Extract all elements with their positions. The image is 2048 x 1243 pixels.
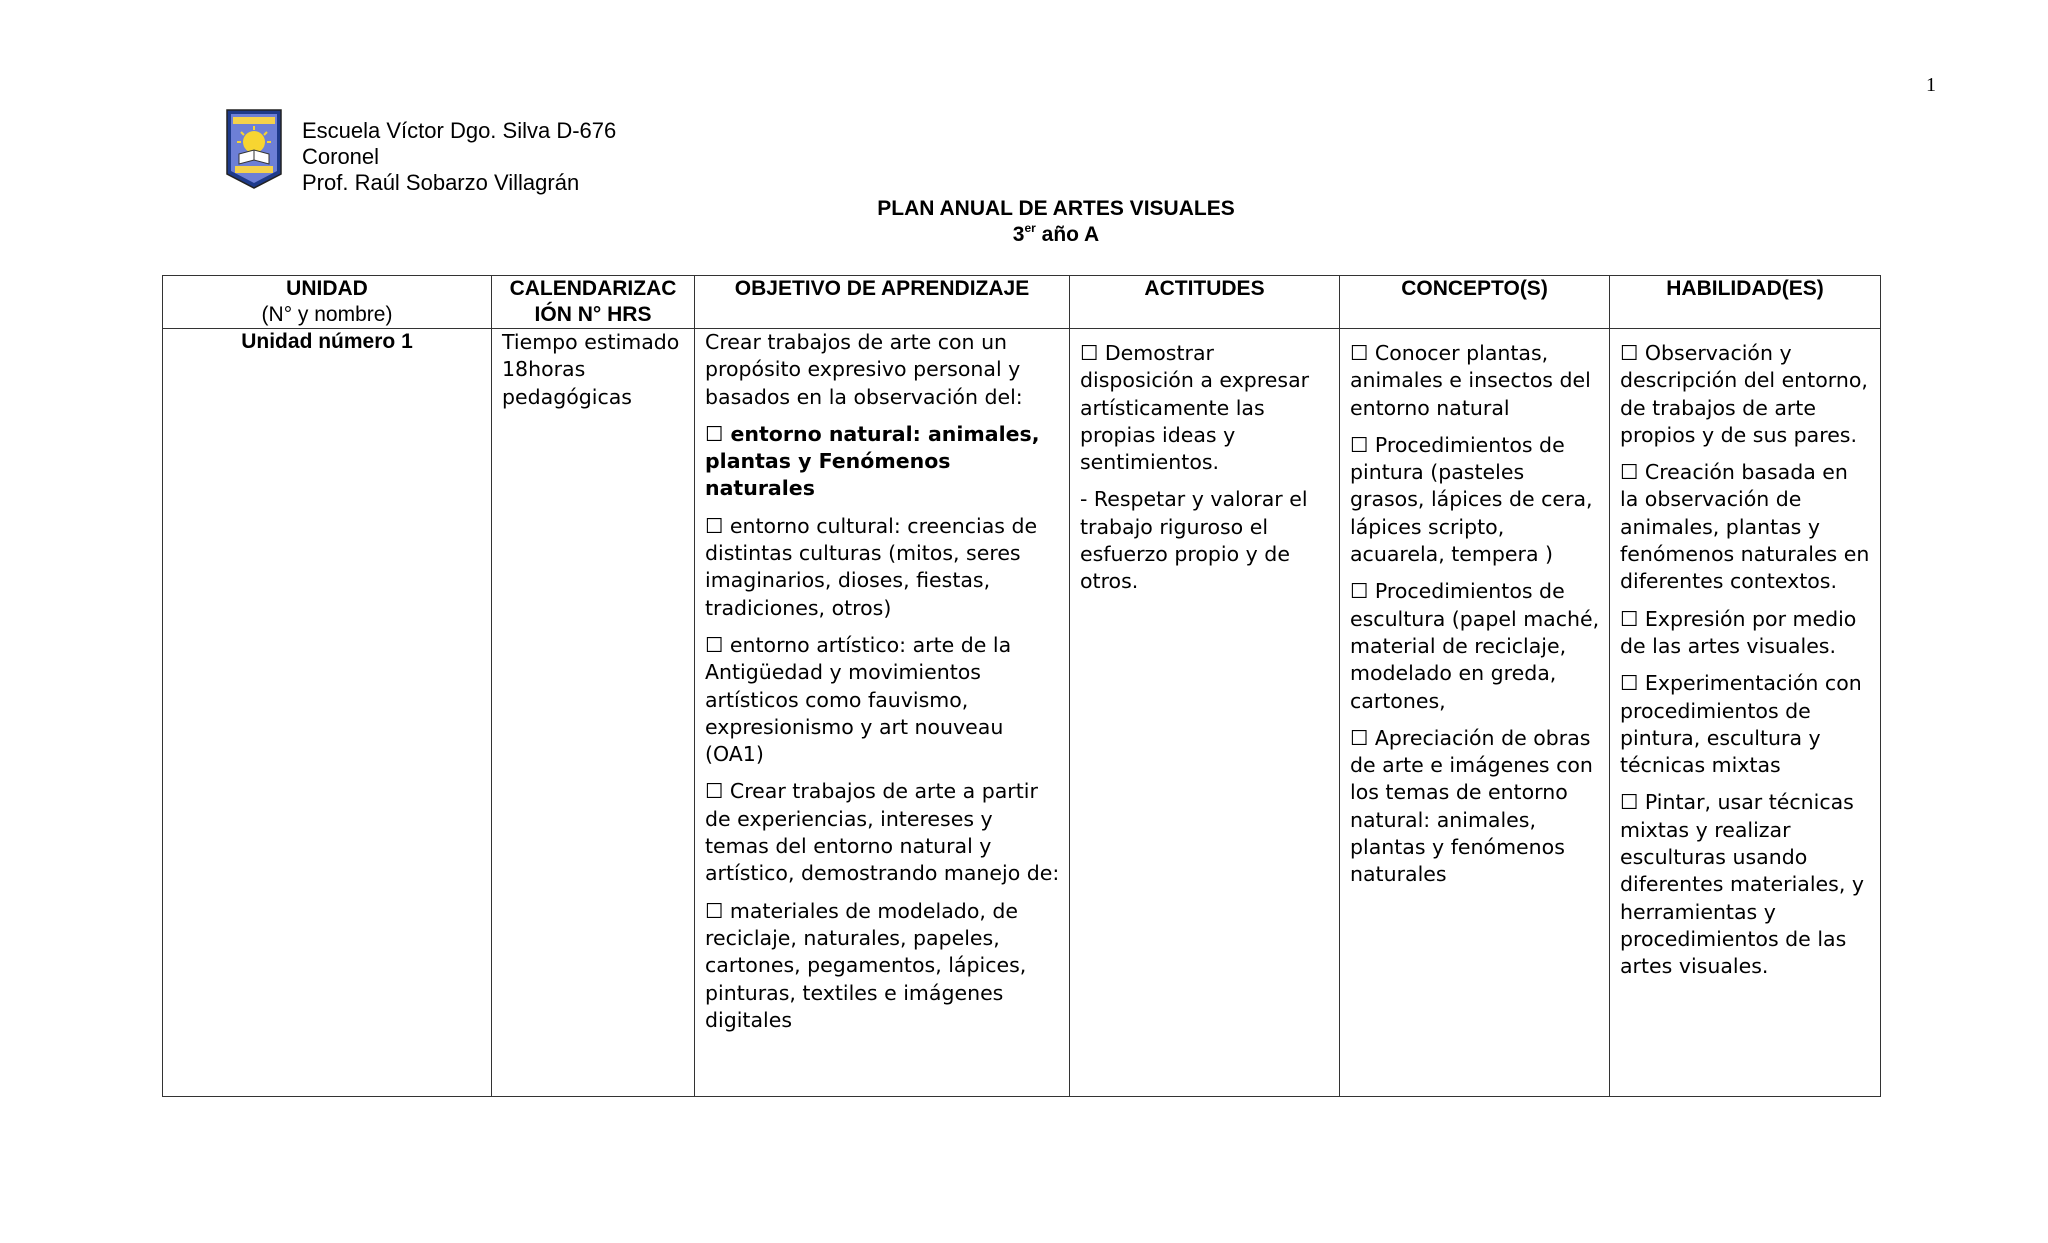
objective-item: ☐ entorno natural: animales, plantas y Fenómenos naturales bbox=[705, 421, 1040, 501]
attitude-item: - Respetar y valorar el trabajo riguroso el esfuerzo propio y de otros. bbox=[1080, 487, 1308, 594]
header-unit bbox=[163, 276, 492, 329]
skill-item: ☐ Experimentación con procedimientos de pintura, escultura y técnicas mixtas bbox=[1620, 671, 1862, 778]
skill-item: ☐ Creación basada en la observación de animales, plantas y fenómenos naturales en diferentes contextos. bbox=[1620, 460, 1870, 594]
document-subtitle bbox=[0, 222, 2048, 248]
skill-item: ☐ Pintar, usar técnicas mixtas y realizar esculturas usando diferentes materiales, y herramientas y procedimientos de las artes visuales. bbox=[1620, 790, 1864, 979]
table-header-row bbox=[163, 276, 1881, 329]
grade-section: año A bbox=[1035, 223, 1100, 246]
objective-item: Crear trabajos de arte con un propósito expresivo personal y basados en la observación del: bbox=[705, 330, 1023, 409]
document-title: PLAN ANUAL DE ARTES VISUALES bbox=[877, 197, 1235, 220]
teacher-name: Prof. Raúl Sobarzo Villagrán bbox=[302, 170, 580, 195]
unit-cell: Unidad número 1 bbox=[163, 329, 492, 1097]
objective-cell bbox=[695, 329, 1070, 1097]
header-calendar-line1: CALENDARIZAC bbox=[509, 277, 677, 300]
header-concepts: CONCEPTO(S) bbox=[1340, 276, 1610, 329]
skill-item: ☐ Observación y descripción del entorno, de trabajos de arte propios y de sus pares. bbox=[1620, 341, 1868, 447]
attitudes-cell bbox=[1070, 329, 1340, 1097]
page-number: 1 bbox=[1926, 74, 1936, 96]
school-crest-logo bbox=[225, 108, 283, 190]
concept-item: ☐ Conocer plantas, animales e insectos del entorno natural bbox=[1350, 341, 1591, 420]
grade-ordinal: er bbox=[1024, 221, 1036, 235]
objective-item: ☐ entorno artístico: arte de la Antigüedad y movimientos artísticos como fauvismo, expresionismo y art nouveau (OA1) bbox=[705, 632, 1012, 767]
table-row bbox=[163, 329, 1881, 1097]
header-unit-subtitle: (N° y nombre) bbox=[261, 303, 393, 326]
header-skills: HABILIDAD(ES) bbox=[1610, 276, 1881, 329]
school-name: Escuela Víctor Dgo. Silva D-676 bbox=[302, 118, 617, 143]
header-unit-title: UNIDAD bbox=[286, 277, 368, 300]
attitude-item: ☐ Demostrar disposición a expresar artísticamente las propias ideas y sentimientos. bbox=[1080, 341, 1310, 475]
header-calendar-line2: IÓN N° HRS bbox=[534, 303, 652, 326]
objective-item: ☐ entorno cultural: creencias de distintas culturas (mitos, seres imaginarios, dioses, fiestas, tradiciones, otros) bbox=[705, 513, 1038, 620]
concepts-cell bbox=[1340, 329, 1610, 1097]
objective-item: ☐ materiales de modelado, de reciclaje, naturales, papeles, cartones, pegamentos, lápices, pinturas, textiles e imágenes digitales bbox=[705, 898, 1027, 1032]
grade-number: 3 bbox=[1012, 223, 1025, 246]
plan-table bbox=[162, 275, 1881, 1097]
concept-item: ☐ Procedimientos de pintura (pasteles grasos, lápices de cera, lápices scripto, acuarela, tempera ) bbox=[1350, 432, 1593, 567]
calendar-text: Tiempo estimado 18horas pedagógicas bbox=[502, 330, 680, 409]
calendar-cell bbox=[492, 329, 695, 1097]
skill-item: ☐ Expresión por medio de las artes visuales. bbox=[1620, 606, 1857, 658]
concept-item: ☐ Procedimientos de escultura (papel maché, material de reciclaje, modelado en greda, cartones, bbox=[1350, 579, 1600, 713]
objective-item: ☐ Crear trabajos de arte a partir de experiencias, intereses y temas del entorno natural y artístico, demostrando manejo de: bbox=[705, 779, 1060, 886]
concept-item: ☐ Apreciación de obras de arte e imágenes con los temas de entorno natural: animales, plantas y fenómenos naturales bbox=[1350, 725, 1593, 887]
school-info bbox=[302, 118, 616, 196]
school-city: Coronel bbox=[302, 144, 380, 169]
header-attitudes: ACTITUDES bbox=[1070, 276, 1340, 329]
header-calendar bbox=[492, 276, 695, 329]
header-objective: OBJETIVO DE APRENDIZAJE bbox=[695, 276, 1070, 329]
skills-cell bbox=[1610, 329, 1881, 1097]
